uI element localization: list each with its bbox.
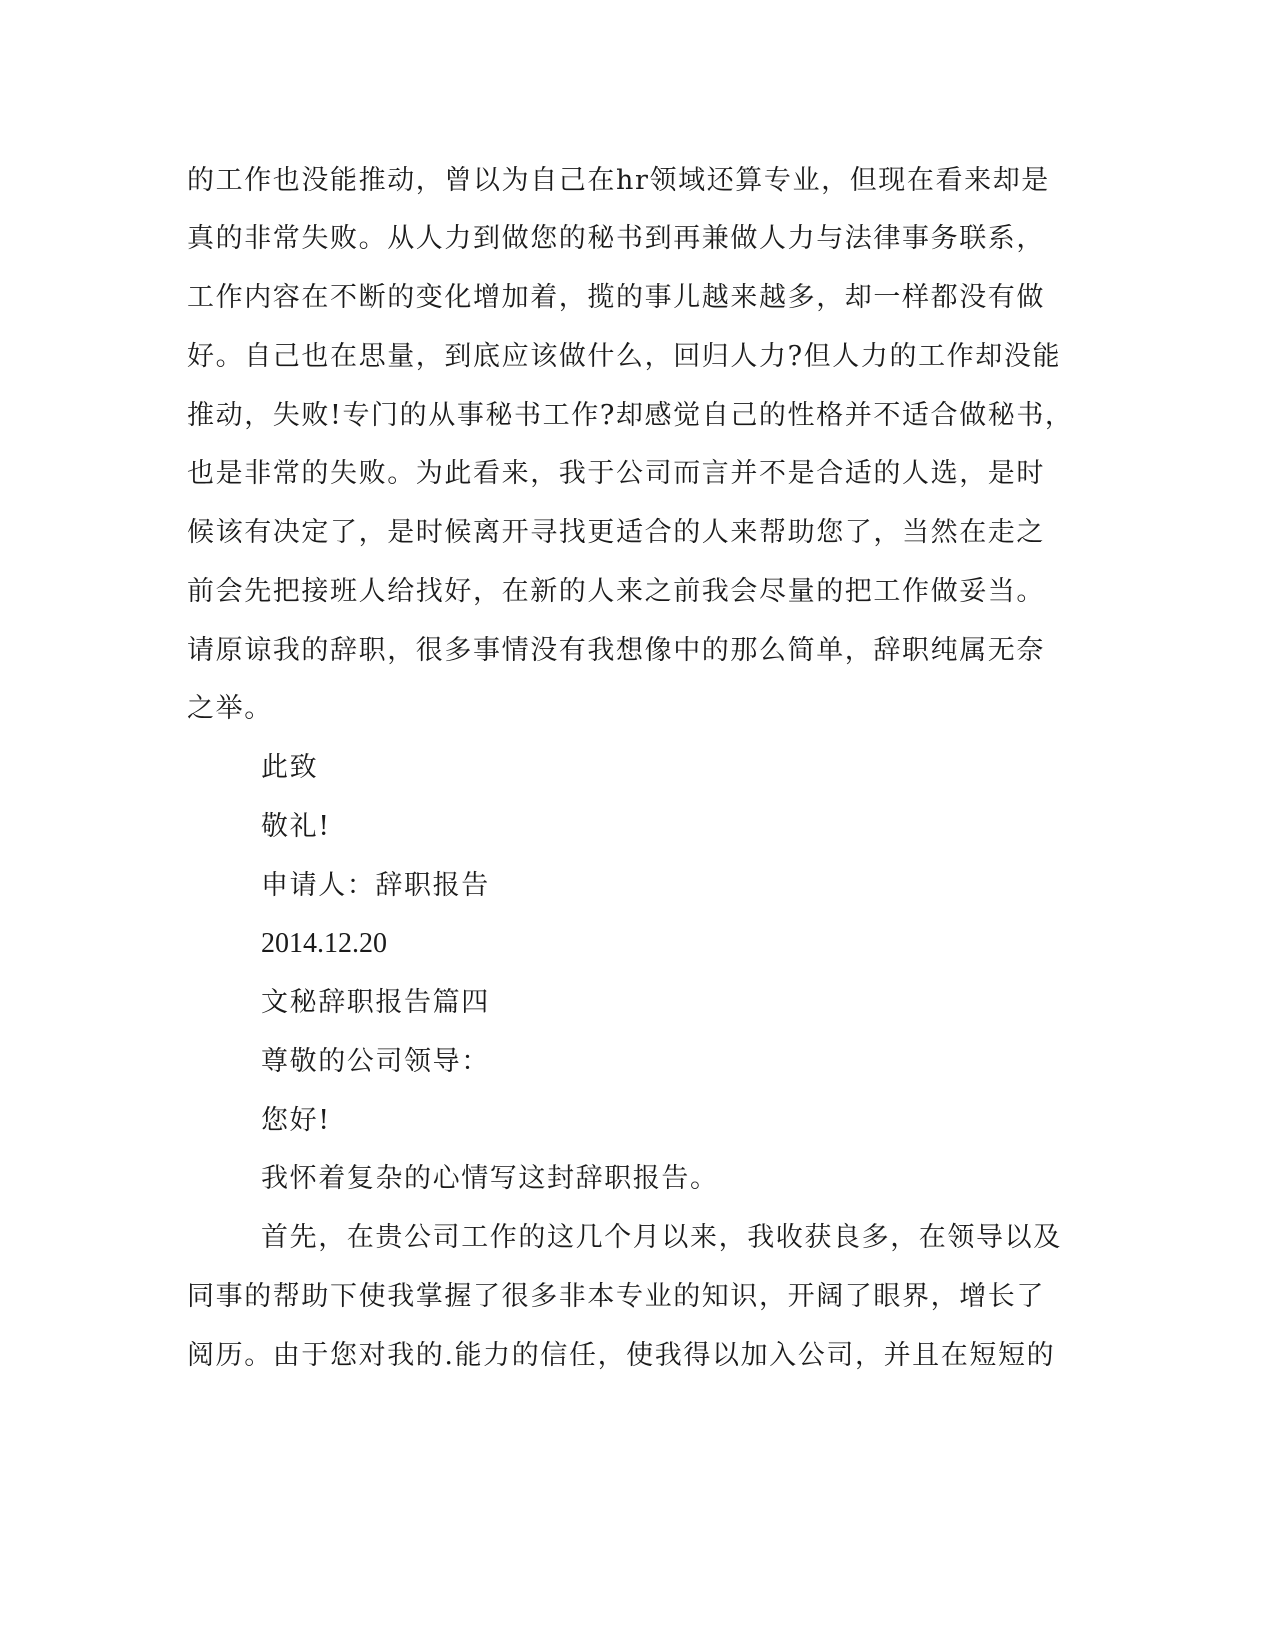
body-line: 首先，在贵公司工作的这几个月以来，我收获良多，在领导以及 xyxy=(261,1222,1062,1253)
body-line: 前会先把接班人给找好，在新的人来之前我会尽量的把工作做妥当。 xyxy=(187,576,1045,607)
closing-line: 此致 xyxy=(261,752,319,783)
body-line: 请原谅我的辞职，很多事情没有我想像中的那么简单，辞职纯属无奈 xyxy=(187,635,1045,666)
body-line: 也是非常的失败。为此看来，我于公司而言并不是合适的人选，是时 xyxy=(187,458,1045,489)
date-line: 2014.12.20 xyxy=(261,928,387,959)
salutation-line: 敬礼! xyxy=(261,811,331,842)
greeting-line: 您好! xyxy=(261,1105,331,1136)
opening-sentence: 我怀着复杂的心情写这封辞职报告。 xyxy=(261,1163,719,1194)
body-line: 之举。 xyxy=(187,693,273,724)
section-title: 文秘辞职报告篇四 xyxy=(261,987,490,1018)
body-line: 推动，失败!专门的从事秘书工作?却感觉自己的性格并不适合做秘书， xyxy=(187,400,1074,431)
body-line: 工作内容在不断的变化增加着，揽的事儿越来越多，却一样都没有做 xyxy=(187,282,1045,313)
applicant-line: 申请人：辞职报告 xyxy=(261,870,490,901)
body-line: 真的非常失败。从人力到做您的秘书到再兼做人力与法律事务联系， xyxy=(187,223,1045,254)
body-line: 阅历。由于您对我的.能力的信任，使我得以加入公司，并且在短短的 xyxy=(187,1340,1056,1371)
body-line: 同事的帮助下使我掌握了很多非本专业的知识，开阔了眼界，增长了 xyxy=(187,1281,1045,1312)
body-line: 好。自己也在思量，到底应该做什么，回归人力?但人力的工作却没能 xyxy=(187,341,1062,372)
body-line: 候该有决定了，是时候离开寻找更适合的人来帮助您了，当然在走之 xyxy=(187,517,1045,548)
body-line: 的工作也没能推动，曾以为自己在hr领域还算专业，但现在看来却是 xyxy=(187,165,1050,196)
greeting-addressee: 尊敬的公司领导： xyxy=(261,1046,490,1077)
